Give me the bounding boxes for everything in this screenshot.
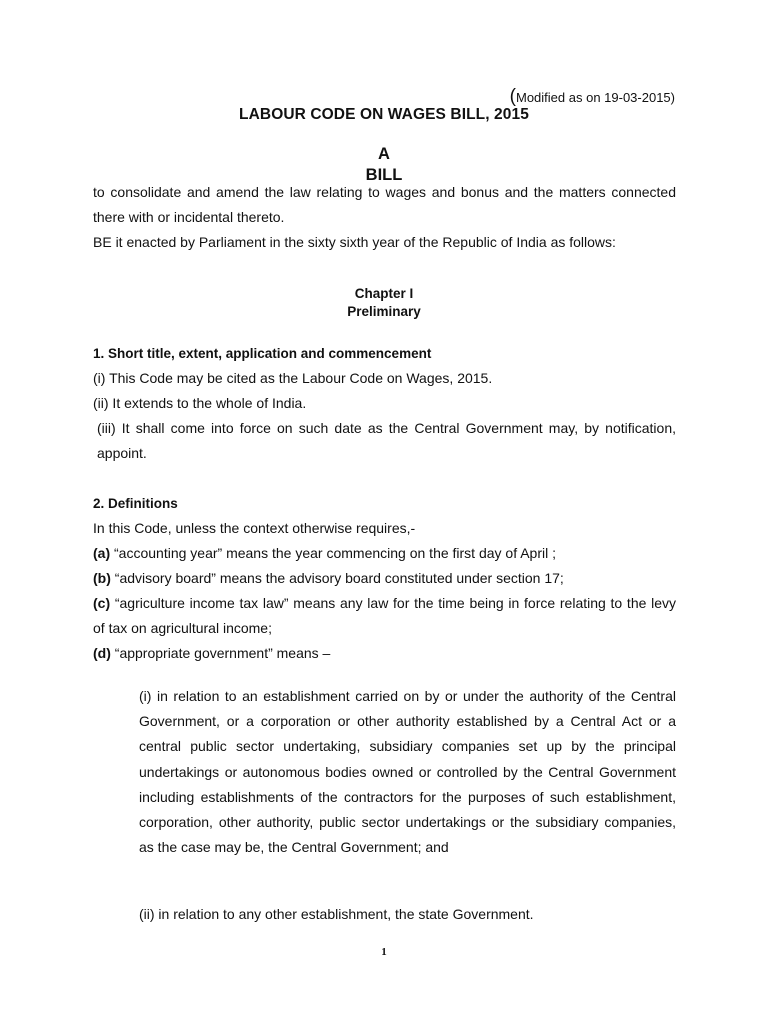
sub-clause-text: (i) in relation to an establishment carried on by or under the authority of the Central Government, or a corporation or other authority established by a Central Act or a central public sector undertaking, subsidiary companies set up by the principal undertakings or autonomous bodies owned or controlled by the Central Government including establishments of the contractors for the purposes of such establishment, corporation, other authority, public sector undertakings or the subsidiary companies, as the case may be, the Central Government; and: [139, 688, 676, 856]
section-2: [93, 491, 676, 666]
definition-item: [93, 541, 676, 566]
bill-label: BILL: [365, 166, 403, 184]
preamble-enactment: BE it enacted by Parliament in the sixty sixth year of the Republic of India as follows:: [93, 234, 616, 250]
section-1-item: (ii) It extends to the whole of India.: [93, 395, 307, 411]
section-1-item: (i) This Code may be cited as the Labour Code on Wages, 2015.: [93, 370, 493, 386]
section-1: [93, 341, 676, 466]
definition-label: (d): [93, 645, 111, 661]
definition-text: “advisory board” means the advisory board constituted under section 17;: [114, 570, 564, 586]
preamble: [93, 180, 676, 255]
chapter-name: Preliminary: [347, 304, 421, 319]
chapter-heading: [0, 285, 768, 321]
sub-clause-i: [139, 684, 676, 860]
chapter-number: Chapter I: [354, 286, 414, 301]
definition-item: [93, 566, 676, 591]
sub-clause-ii: [139, 902, 676, 927]
definition-item: [93, 641, 676, 666]
definition-label: (a): [93, 545, 111, 561]
bill-article: A: [378, 145, 390, 163]
sub-clause-text: (ii) in relation to any other establishment, the state Government.: [139, 906, 534, 922]
definition-text: “accounting year” means the year commencing on the first day of April ;: [114, 545, 557, 561]
page-number: 1: [381, 946, 387, 958]
modification-paren: (: [509, 86, 516, 107]
definition-item: [93, 591, 676, 641]
definition-label: (b): [93, 570, 111, 586]
document-title: LABOUR CODE ON WAGES BILL, 2015: [239, 106, 529, 123]
modification-date: Modified as on 19-03-2015): [516, 90, 675, 105]
section-1-item: (iii) It shall come into force on such date as the Central Government may, by notification, appoint.: [97, 420, 676, 461]
definition-text: “agriculture income tax law” means any law for the time being in force relating to the levy of tax on agricultural income;: [93, 595, 677, 636]
section-2-intro: In this Code, unless the context otherwise requires,-: [93, 520, 416, 536]
section-2-heading: 2. Definitions: [93, 496, 178, 511]
section-1-heading: 1. Short title, extent, application and commencement: [93, 346, 432, 361]
definition-label: (c): [93, 595, 111, 611]
definition-text: “appropriate government” means –: [114, 645, 331, 661]
preamble-purpose: to consolidate and amend the law relating to wages and bonus and the matters connected there with or incidental thereto.: [93, 184, 676, 225]
